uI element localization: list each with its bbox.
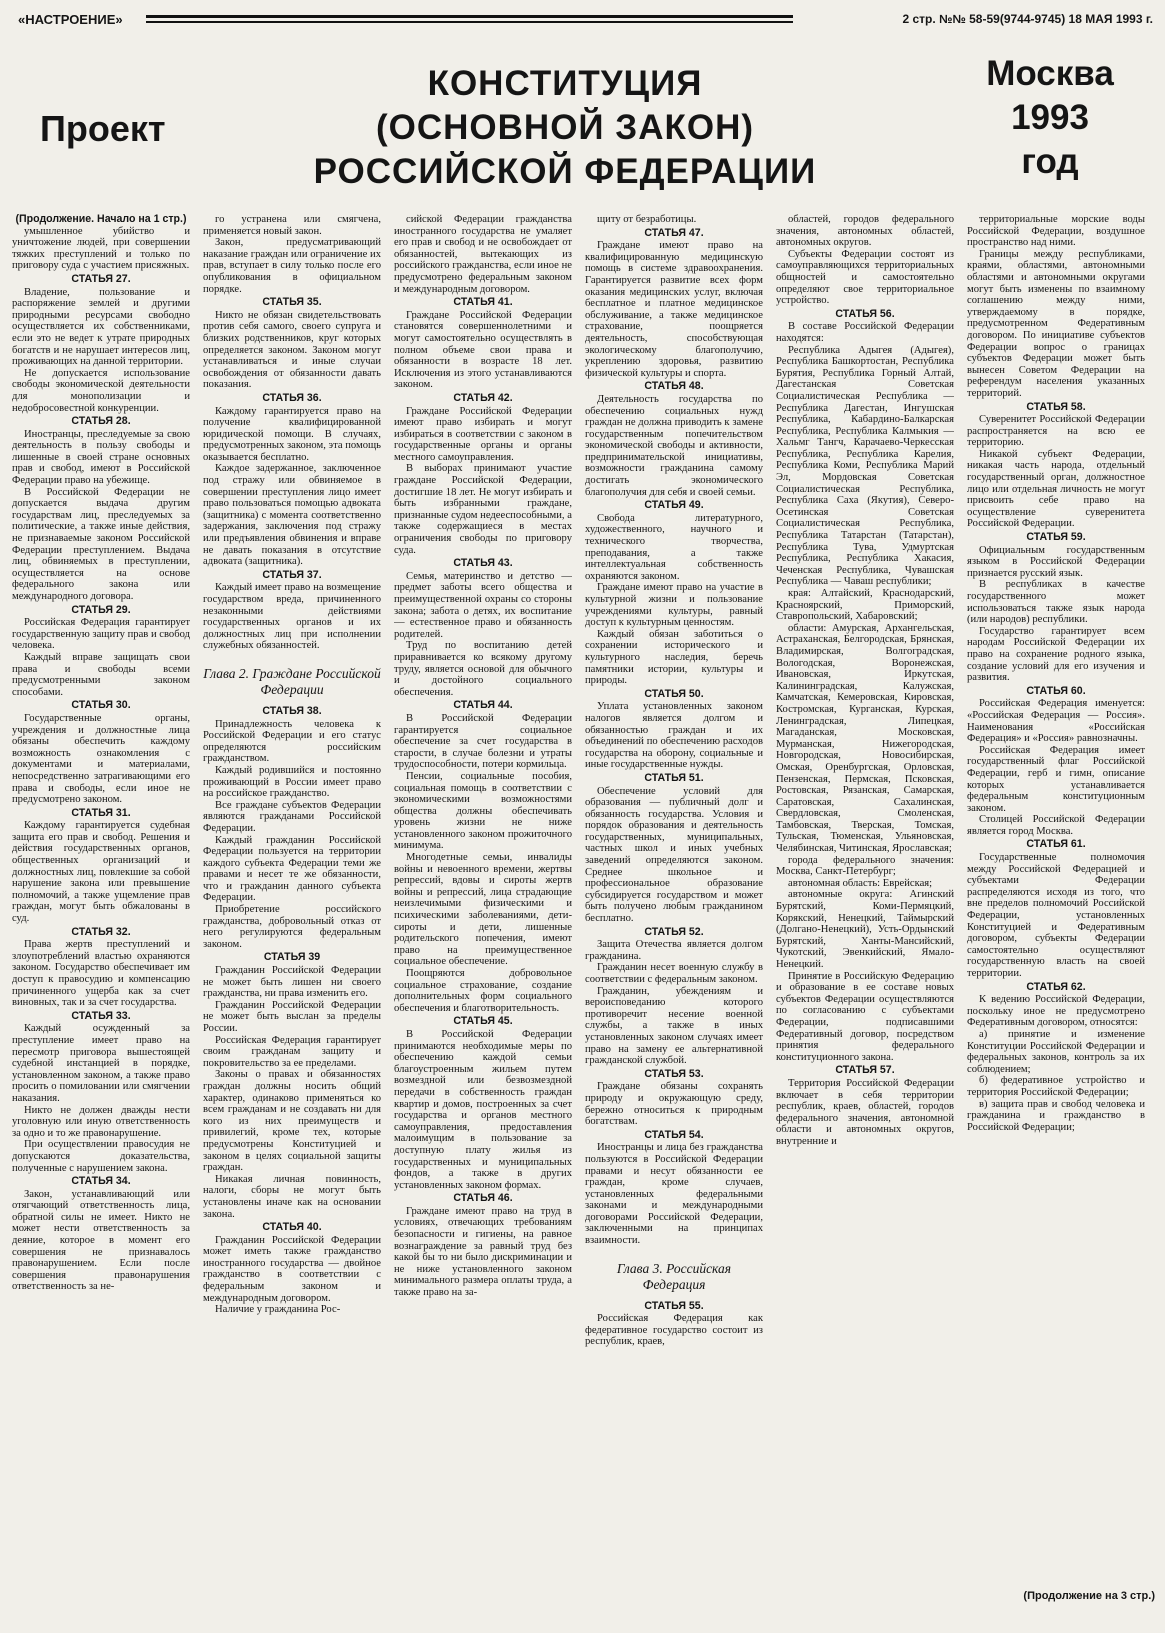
article-heading: СТАТЬЯ 56. [835,307,895,320]
paragraph: Гражданин Российской Федерации не может быть выслан за пределы России. [203,999,381,1034]
paragraph: Не допускается использование свободы экономической деятельности для монополизации и недобросовестной конкуренции. [12,367,190,414]
masthead-rule [146,15,793,23]
paragraph: В Российской Федерации принимаются необходимые меры по обеспечению каждой семьи благоустроенным жильем путем возмездной или безвозмездной передачи в собственность граждан квартир и домов, построенных за счет государства и органов местного самоуправления, предоставления малоимущим в пользование за доступную плату жилья из государственных и муниципальных фондов, а также в других установленных законом формах. [394,1028,572,1191]
article-heading: СТАТЬЯ 28. [71,415,131,428]
paragraph: Каждое задержанное, заключенное под стражу или обвиняемое в совершении преступления лицо имеет право пользоваться помощью адвоката (защитника) с момента соответственно задержания, заключения под стражу или предъявления обвинения и вправе не давать показания в отсутствие адвоката (защитника). [203,463,381,568]
paragraph: Принятие в Российскую Федерацию и образование в ее составе новых субъектов Федерации осуществляются по согласованию с субъектами Федерации, подписавшими Федеративный договор, посредством принятия федерального конституционного закона. [776,970,954,1063]
paragraph: Многодетные семьи, инвалиды войны и невоенного времени, жертвы репрессий, вдовы и сироты жертв войны и репрессий, лица страдающие неизлечимыми физическими и психическими заболеваниями, дети-сироты и дети, лишенные родительского попечения, имеют право на преимущественное социальное обеспечение. [394,852,572,968]
text-column [967,214,1145,1627]
place-line: 1993 [1011,98,1089,137]
paragraph: Принадлежность человека к Российской Федерации и его статус определяются российским гражданством. [203,718,381,765]
paragraph: Граждане имеют право на труд в условиях, отвечающих требованиям безопасности и гигиены, на равное вознаграждение за равный труд без какой бы то ни было дискриминации и не ниже установленного законом минимального размера оплаты труда, а также право на за- [394,1205,572,1299]
chapter-heading: Глава 3. Российская Федерация [616,1260,732,1292]
place-line: год [1021,142,1079,181]
paragraph: Владение, пользование и распоряжение землей и другими природными ресурсами свободно осуществляется их собственниками, если это не ведет к утрате природных богатств и не нарушает интересов лиц, проживающих на данной территории. [12,286,190,368]
page-title [285,62,845,194]
article-heading: СТАТЬЯ 40. [262,1221,322,1234]
article-heading: СТАТЬЯ 37. [262,568,322,581]
paragraph: Граждане Российской Федерации имеют право избирать и могут избираться в соответствии с законом в государственные органы и органы местного самоуправления. [394,405,572,463]
article-heading: СТАТЬЯ 58. [1026,400,1086,413]
paragraph: Поощряются добровольное социальное страхование, создание дополнительных форм социального обеспечения и благотворительность. [394,968,572,1014]
article-body [12,214,1162,1627]
paragraph: Каждому гарантируется право на получение квалифицированной юридической помощи. В случаях, предусмотренных законом, эта помощь оказывается бесплатно. [203,405,381,463]
title-line: (ОСНОВНОЙ ЗАКОН) [375,108,755,147]
article-heading: СТАТЬЯ 27. [71,272,131,285]
paragraph: Гражданин Российской Федерации может иметь также гражданство иностранного государства — двойное гражданство в соответствии с федеральным законом и международным договором. [203,1234,381,1304]
paragraph: К ведению Российской Федерации, поскольку иное не предусмотрено Федеративным договором, относятся: [967,994,1145,1029]
paragraph: Российская Федерация именуется: «Российская Федерация — Россия». Наименования «Российская Федерация» и «Россия» равнозначны. [967,698,1145,745]
place-date [955,52,1145,184]
paragraph: Приобретение российского гражданства, добровольный отказ от него регулируются федеральным законом. [203,904,381,950]
article-heading: СТАТЬЯ 36. [262,391,322,404]
paragraph: Все граждане субъектов Федерации являются гражданами Российской Федерации. [203,799,381,834]
text-column [394,214,572,1627]
article-heading: СТАТЬЯ 41. [453,296,513,309]
article-heading: СТАТЬЯ 30. [71,699,131,712]
paragraph: Российская Федерация гарантирует государственную защиту прав и свобод человека. [12,617,190,652]
paragraph: а) принятие и изменение Конституции Российской Федерации и федеральных законов, контроль за их соблюдением; [967,1028,1145,1075]
paragraph: Гражданин несет военную службу в соответствии с федеральным законом. [585,962,763,985]
paragraph: Граждане обязаны сохранять природу и окружающую среду, бережно относиться к природным богатствам. [585,1081,763,1128]
article-heading: СТАТЬЯ 57. [835,1064,895,1077]
article-heading: СТАТЬЯ 42. [453,391,513,404]
paragraph: Пенсии, социальные пособия, социальная помощь в соответствии с экономическими возможностями общества должны обеспечивать уровень жизни не ниже установленного законом прожиточного минимума. [394,770,572,852]
article-heading: СТАТЬЯ 43. [453,557,513,570]
paragraph: Каждый родившийся и постоянно проживающий в России имеет право на российское гражданство. [203,764,381,800]
article-heading: СТАТЬЯ 51. [644,771,704,784]
paragraph: области: Амурская, Архангельская, Астраханская, Белгородская, Брянская, Владимирская, Волгоградская, Вологодская, Воронежская, Ивановская, Иркутская, Калининградская, Калужская, Камчатская, Кемеровская, Кировская, Костромская, Курганская, Курская, Ленинградская, Липецкая, Магаданская, Московская, Мурманская, Нижегородская, Новгородская, Новосибирская, Омская, Оренбургская, Орловская, Пензенская, Пермская, Псковская, Ростовская, Рязанская, Самарская, Саратовская, Сахалинская, Свердловская, Смоленская, Тамбовская, Тверская, Томская, Тульская, Тюменская, Ульяновская, Челябинская, Читинская, Ярославская; [776,622,954,855]
paragraph: Российская Федерация как федеративное государство состоит из республик, краев, [585,1313,763,1348]
paragraph: Граждане имеют право на квалифицированную медицинскую помощь в системе здравоохранения. Гарантируется развитие всех форм оказания медицинских услуг, включая бесплатное и платное медицинское обслуживание, а также медицинское страхование, поощряется деятельность, способствующая экологическому благополучию, укреплению здоровья, развитию физической культуры и спорта. [585,240,763,379]
paragraph: Государство гарантирует всем народам Российской Федерации их право на сохранение родного языка, создание условий для его изучения и развития. [967,625,1145,684]
masthead [18,10,1153,30]
paragraph: Республика Адыгея (Адыгея), Республика Башкортостан, Республика Бурятия, Республика Горный Алтай, Дагестанская Советская Социалистическая Республика — Республика Дагестан, Ингушская Республика, Кабардино-Балкарская Республика, Республика Калмыкия — Хальмг Тангч, Карачаево-Черкесская Республика, Республика Карелия, Республика Коми, Республика Марий Эл, Мордовская Советская Социалистическая Республика, Республика Саха (Якутия), Северо-Осетинская Советская Социалистическая Республика, Республика Татарстан (Татарстан), Республика Тува, Удмуртская Республика, Республика Хакасия, Чеченская Республика, Чувашская Республика — Чаваш республики; [776,344,954,588]
article-heading: СТАТЬЯ 62. [1026,980,1086,993]
text-column [585,214,763,1627]
paragraph: сийской Федерации гражданства иностранного государства не умаляет его прав и свобод и не освобождает от обязанностей, вытекающих из российского гражданства, если иное не предусмотрено федеральным законом и международным договором. [394,214,572,295]
paragraph: Гражданин Российской Федерации не может быть лишен ни своего гражданства, ни права изменить его. [203,965,381,1000]
paragraph: Семья, материнство и детство — предмет заботы всего общества и преимущественной охраны со стороны закона; забота о детях, их воспитание — естественное право и обязанность родителей. [394,570,572,640]
article-heading: СТАТЬЯ 48. [644,380,704,393]
paragraph: В республиках в качестве государственного может использоваться также язык народа (или народов) республики. [967,579,1145,626]
paragraph: Территория Российской Федерации включает в себя территории республик, краев, областей, городов федерального значения, автономной области и автономных округов, внутренние и [776,1077,954,1147]
article-heading: СТАТЬЯ 55. [644,1299,704,1312]
text-column [12,214,190,1627]
paragraph: края: Алтайский, Краснодарский, Красноярский, Приморский, Ставропольский, Хабаровский; [776,588,954,623]
paragraph: Российская Федерация гарантирует своим гражданам защиту и покровительство за ее пределами. [203,1034,381,1069]
article-heading: СТАТЬЯ 38. [262,704,322,717]
paragraph: города федерального значения: Москва, Санкт-Петербург; [776,854,954,878]
paragraph: Гражданин, убеждениям и вероисповеданию которого противоречит несение военной службы, а также в иных установленных законом случаях имеет право на замену ее альтернативной гражданской службой. [585,985,763,1067]
paragraph: б) федеративное устройство и территория Российской Федерации; [967,1075,1145,1098]
paragraph: Закон, устанавливающий или отягчающий ответственность лица, обратной силы не имеет. Никто не может нести ответственность за деяние, которое в момент его совершения не признавалось правонарушением. Если после совершения правонарушения ответственность за не- [12,1188,190,1293]
paragraph: В Российской Федерации гарантируется социальное обеспечение за счет государства в старости, в случае болезни и утраты трудоспособности, потери кормильца. [394,712,572,771]
continued-note: (Продолжение на 3 стр.) [1023,1590,1155,1602]
paragraph: Каждый гражданин Российской Федерации пользуется на территории каждого субъекта Федерации теми же правами и несет те же обязанности, что и гражданин данного субъекта Федерации. [203,834,381,904]
article-heading: СТАТЬЯ 52. [644,925,704,938]
paragraph: В Российской Федерации не допускается выдача другим государствам лиц, преследуемых за политические, а также иные действия, не признаваемые законом Российской Федерации преступлением. Выдача лиц, обвиняемых в преступлении, осуществляется на основе федерального закона или международного договора. [12,486,190,602]
draft-label: Проект [40,108,166,149]
paragraph: в) защита прав и свобод человека и гражданина и гражданство в Российской Федерации; [967,1098,1145,1133]
article-heading: СТАТЬЯ 44. [453,699,513,712]
article-heading: СТАТЬЯ 32. [71,925,131,938]
paragraph: Деятельность государства по обеспечению социальных нужд граждан не должна приводить к замене государственным попечительством экономической свободы и активности, предпринимательской инициативы, возможности гражданина самому достигать экономического благополучия для себя и своей семьи. [585,393,763,498]
article-heading: СТАТЬЯ 34. [71,1175,131,1188]
paragraph: Свобода литературного, художественного, научного и технического творчества, преподавания, а также интеллектуальная собственность охраняются законом. [585,512,763,582]
paragraph: го устранена или смягчена, применяется новый закон. [203,214,381,237]
newspaper-name: «НАСТРОЕНИЕ» [18,12,123,27]
paragraph: Граждане Российской Федерации становятся совершеннолетними и могут самостоятельно осуществлять в полном объеме свои права и обязанности в возрасте 18 лет. Исключения из этого устанавливаются законом. [394,309,572,391]
title-line: КОНСТИТУЦИЯ [427,64,703,103]
paragraph: Субъекты Федерации состоят из самоуправляющихся территориальных общностей и самостоятельно определяют свое территориальное устройство. [776,248,954,307]
paragraph: Обеспечение условий для образования — публичный долг и обязанность государства. Условия и порядок образования и деятельность государственных, муниципальных, частных школ и иных учебных заведений определяются законом. Среднее школьное и профессиональное образование субсидируется государством и может быть получено любым гражданином бесплатно. [585,785,763,925]
article-heading: СТАТЬЯ 59. [1026,531,1086,544]
paragraph: Каждый имеет право на возмещение государством вреда, причиненного незаконными действиями государственных органов и их должностных лиц при исполнении служебных обязанностей. [203,582,381,652]
paragraph: автономная область: Еврейская; [788,877,933,889]
article-heading: СТАТЬЯ 46. [453,1192,513,1205]
paragraph: Границы между республиками, краями, областями, автономными областями и автономными округами могут быть изменены по взаимному соглашению между ними, утверждаемому в порядке, предусмотренном Федеративным договором. По инициативе субъектов Федерации вопрос о границах субъектов Федерации может быть вынесен Советом Федерации на референдум населения указанных территорий. [967,248,1145,399]
text-column [776,214,954,1627]
paragraph: Иностранцы и лица без гражданства пользуются в Российской Федерации правами и несут обязанности ее граждан, кроме случаев, установленных федеральными законами и международными договорами Российской Федерации, заключенными на принципах взаимности. [585,1142,763,1247]
paragraph: Наличие у гражданина Рос- [215,1304,341,1316]
issue-info: 2 стр. №№ 58-59(9744-9745) 18 МАЯ 1993 г. [902,12,1153,26]
article-heading: СТАТЬЯ 49. [644,499,704,512]
paragraph: При осуществлении правосудия не допускаются доказательства, полученные с нарушением закона. [12,1139,190,1174]
paragraph: областей, городов федерального значения, автономных областей, автономных округов. [776,214,954,249]
article-heading: СТАТЬЯ 54. [644,1128,704,1141]
text-column [203,214,381,1627]
article-heading: СТАТЬЯ 60. [1026,684,1086,697]
paragraph: автономные округа: Агинский Бурятский, Коми-Пермяцкий, Корякский, Ненецкий, Таймырский (Долгано-Ненецкий), Усть-Ордынский Бурятский, Ханты-Мансийский, Чукотский, Эвенкийский, Ямало-Ненецкий. [776,889,954,970]
article-heading: СТАТЬЯ 29. [71,603,131,616]
paragraph: Уплата установленных законом налогов является долгом и обязанностью граждан и их объединений по обеспечению расходов государства на оборону, социальные и иные государственные нужды. [585,701,763,771]
article-heading: СТАТЬЯ 50. [644,687,704,700]
paragraph: Каждому гарантируется судебная защита его прав и свобод. Решения и действия государственных органов, общественных организаций и должностных лиц, повлекшие за собой нарушение закона или превышение полномочий, а также ущемление прав граждан, могут быть обжалованы в суд. [12,820,190,925]
article-heading: СТАТЬЯ 61. [1026,838,1086,851]
paragraph: Каждый вправе защищать свои права и свободы всеми предусмотренными законом способами. [12,651,190,698]
paragraph: Официальным государственным языком в Российской Федерации признается русский язык. [967,544,1145,579]
paragraph: Иностранцы, преследуемые за свою деятельность в пользу свободы и лишенные в своей стране основных прав и свобод, имеют в Российской Федерации право на убежище. [12,428,190,487]
paragraph: Граждане имеют право на участие в культурной жизни и пользование учреждениями культуры, равный доступ к культурным ценностям. [585,582,763,629]
paragraph: щиту от безработицы. [597,214,697,225]
paragraph: В выборах принимают участие граждане Российской Федерации, достигшие 18 лет. Не могут избирать и быть избранными граждане, признанные судом недееспособными, а также содержащиеся в местах ограничения свободы по приговору суда. [394,463,572,556]
article-heading: СТАТЬЯ 35. [262,296,322,309]
paragraph: Суверенитет Российской Федерации распространяется на всю ее территорию. [967,414,1145,449]
title-line: РОССИЙСКОЙ ФЕДЕРАЦИИ [313,152,817,191]
paragraph: Никакая личная повинность, налоги, сборы не могут быть установлены иначе как на основании закона. [203,1173,381,1220]
continued-note: (Продолжение. Начало на 1 стр.) [15,214,187,225]
article-heading: СТАТЬЯ 53. [644,1067,704,1080]
paragraph: Столицей Российской Федерации является город Москва. [967,814,1145,837]
paragraph: Российская Федерация имеет государственный флаг Российской Федерации, герб и гимн, описание которых устанавливается федеральным конституционным законом. [967,744,1145,814]
article-heading: СТАТЬЯ 39 [263,951,321,964]
paragraph: Каждый обязан заботиться о сохранении исторического и культурного наследия, беречь памятники истории, культуры и природы. [585,628,763,687]
article-heading: СТАТЬЯ 31. [71,806,131,819]
paragraph: Права жертв преступлений и злоупотреблений властью охраняются законом. Государство обеспечивает им доступ к правосудию и компенсацию причиненного ущерба как за счет виновных, так и за счет государства. [12,939,190,1009]
paragraph: Никто не обязан свидетельствовать против себя самого, своего супруга и близких родственников, круг которых определяется законом. Законом могут устанавливаться и иные случаи освобождения от обязанности давать показания. [203,309,381,391]
paragraph: Никакой субъект Федерации, никакая часть народа, отдельный государственный орган, должностное лицо или отдельная личность не могут присвоить себе право на осуществление суверенитета Российской Федерации. [967,448,1145,530]
article-heading: СТАТЬЯ 33. [71,1009,131,1022]
article-heading: СТАТЬЯ 45. [453,1015,513,1028]
paragraph: территориальные морские воды Российской Федерации, воздушное пространство над ними. [967,214,1145,249]
paragraph: Законы о правах и обязанностях граждан должны носить общий характер, одинаково применяться ко всем гражданам и не создавать ни для кого из них преимуществ и привилегий, кроме тех, которые предусмотрены Конституцией и законом в целях социальной защиты граждан. [203,1069,381,1174]
chapter-heading: Глава 2. Граждане Российской Федерации [203,665,381,697]
paragraph: Закон, предусматривающий наказание граждан или ограничение их прав, вступает в силу только после его опубликования в официальном порядке. [203,237,381,295]
paragraph: В составе Российской Федерации находятся: [776,321,954,344]
place-line: Москва [986,54,1114,93]
paragraph: Труд по воспитанию детей приравнивается ко всякому другому труду, является основой для обычного и достойного социального обеспечения. [394,640,572,698]
paragraph: Государственные полномочия между Российской Федерацией и субъектами Федерации распределяются исходя из того, что вне пределов полномочий Российской Федерации, установленных Конституцией и Федеративным договором, субъекты Федерации самостоятельно осуществляют государственную власть на своей территории. [967,852,1145,979]
paragraph: Государственные органы, учреждения и должностные лица обязаны обеспечить каждому возможность ознакомления с документами и материалами, непосредственно затрагивающими его права и свободы, если иное не предусмотрено законом. [12,712,190,806]
article-heading: СТАТЬЯ 47. [644,226,704,239]
paragraph: Защита Отечества является долгом гражданина. [585,939,763,962]
paragraph: Каждый осужденный за преступление имеет право на пересмотр приговора вышестоящей судебной инстанцией в порядке, установленном законом, а также право просить о помиловании или смягчении наказания. [12,1023,190,1104]
paragraph: умышленное убийство и уничтожение людей, при совершении тяжких преступлений и только по приговору суда с участием присяжных. [12,225,190,272]
paragraph: Никто не должен дважды нести уголовную или иную ответственность за одно и то же правонарушение. [12,1104,190,1139]
